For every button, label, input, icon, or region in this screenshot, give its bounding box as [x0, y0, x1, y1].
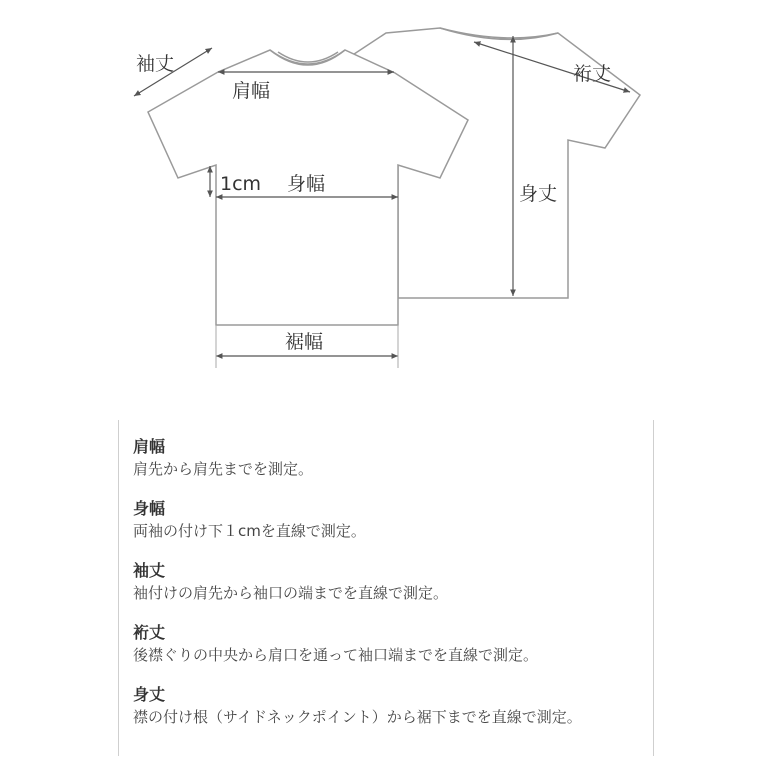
guide-entry-title: 肩幅 [133, 437, 166, 456]
guide-entry-body-length [133, 684, 643, 728]
guide-entry-raglan-sleeve [133, 622, 643, 666]
guide-entry-title: 裄丈 [133, 623, 166, 642]
guide-entry-title: 身幅 [133, 499, 166, 518]
raglan-sleeve-label: 裄丈 [573, 63, 612, 85]
chest-width-label: 身幅 [287, 173, 326, 195]
guide-entry-description: 両袖の付け下１cmを直線で測定。 [133, 522, 366, 540]
measurement-guide [118, 420, 654, 756]
guide-entry-description: 後襟ぐりの中央から肩口を通って袖口端までを直線で測定。 [133, 646, 539, 664]
body-length-label: 身丈 [519, 183, 558, 205]
guide-entry-sleeve-length [133, 560, 643, 604]
guide-entry-title: 袖丈 [133, 561, 166, 580]
guide-entry-shoulder-width [133, 436, 643, 480]
guide-entry-description: 襟の付け根（サイドネックポイント）から裾下までを直線で測定。 [133, 708, 582, 726]
sleeve-length-label: 袖丈 [136, 53, 175, 75]
guide-entry-chest-width [133, 498, 643, 542]
guide-entry-description: 袖付けの肩先から袖口の端までを直線で測定。 [133, 584, 449, 602]
guide-entry-description: 肩先から肩先までを測定。 [133, 460, 314, 478]
shoulder-width-label: 肩幅 [232, 80, 271, 102]
hem-width-label: 裾幅 [285, 331, 324, 353]
offset-label: 1cm [220, 173, 262, 195]
guide-entry-title: 身丈 [133, 685, 166, 704]
